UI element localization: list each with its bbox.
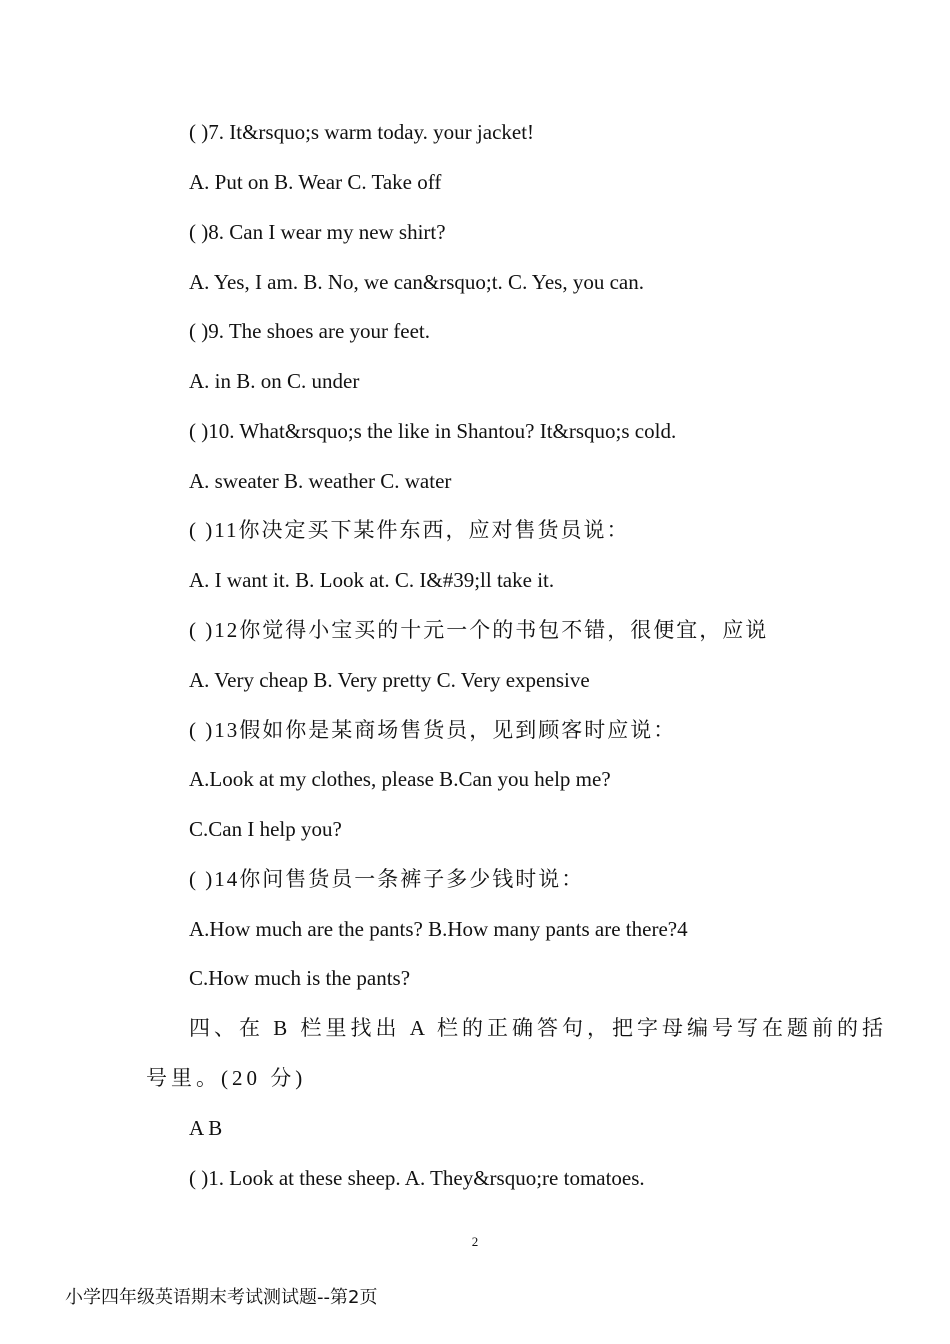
question-7: ( )7. It&rsquo;s warm today. your jacket! <box>189 120 535 144</box>
question-13: ( )13假如你是某商场售货员，见到顾客时应说： <box>189 718 677 742</box>
column-headers: A B <box>189 1116 223 1140</box>
question-9: ( )9. The shoes are your feet. <box>189 319 431 343</box>
question-14: ( )14你问售货员一条裤子多少钱时说： <box>189 867 585 891</box>
section-4-heading: 四、在 B 栏里找出 A 栏的正确答句，把字母编号写在题前的括 <box>189 1016 888 1040</box>
question-13-option-c: C.Can I help you? <box>189 817 342 841</box>
question-8-options: A. Yes, I am. B. No, we can&rsquo;t. C. Yes, you can. <box>189 270 644 294</box>
question-7-options: A. Put on B. Wear C. Take off <box>189 170 442 194</box>
question-11-options: A. I want it. B. Look at. C. I&#39;ll take it. <box>189 568 555 592</box>
question-14-option-c: C.How much is the pants? <box>189 966 411 990</box>
question-11: ( )11你决定买下某件东西，应对售货员说： <box>189 518 630 542</box>
question-10-options: A. sweater B. weather C. water <box>189 469 452 493</box>
page-footer: 小学四年级英语期末考试测试题--第2页 <box>65 1287 378 1308</box>
page-number: 2 <box>471 1234 479 1249</box>
question-12: ( )12你觉得小宝买的十元一个的书包不错，很便宜，应说 <box>189 618 769 642</box>
question-10: ( )10. What&rsquo;s the like in Shantou? It&rsquo;s cold. <box>189 419 677 443</box>
matching-question-1: ( )1. Look at these sheep. A. They&rsquo;re tomatoes. <box>189 1166 645 1190</box>
section-4-heading-continued: 号里。(20 分) <box>146 1066 307 1090</box>
question-12-options: A. Very cheap B. Very pretty C. Very expensive <box>189 668 590 692</box>
question-14-options-ab: A.How much are the pants? B.How many pants are there?4 <box>189 917 688 941</box>
question-8: ( )8. Can I wear my new shirt? <box>189 220 446 244</box>
question-13-options-ab: A.Look at my clothes, please B.Can you help me? <box>189 767 611 791</box>
question-9-options: A. in B. on C. under <box>189 369 360 393</box>
